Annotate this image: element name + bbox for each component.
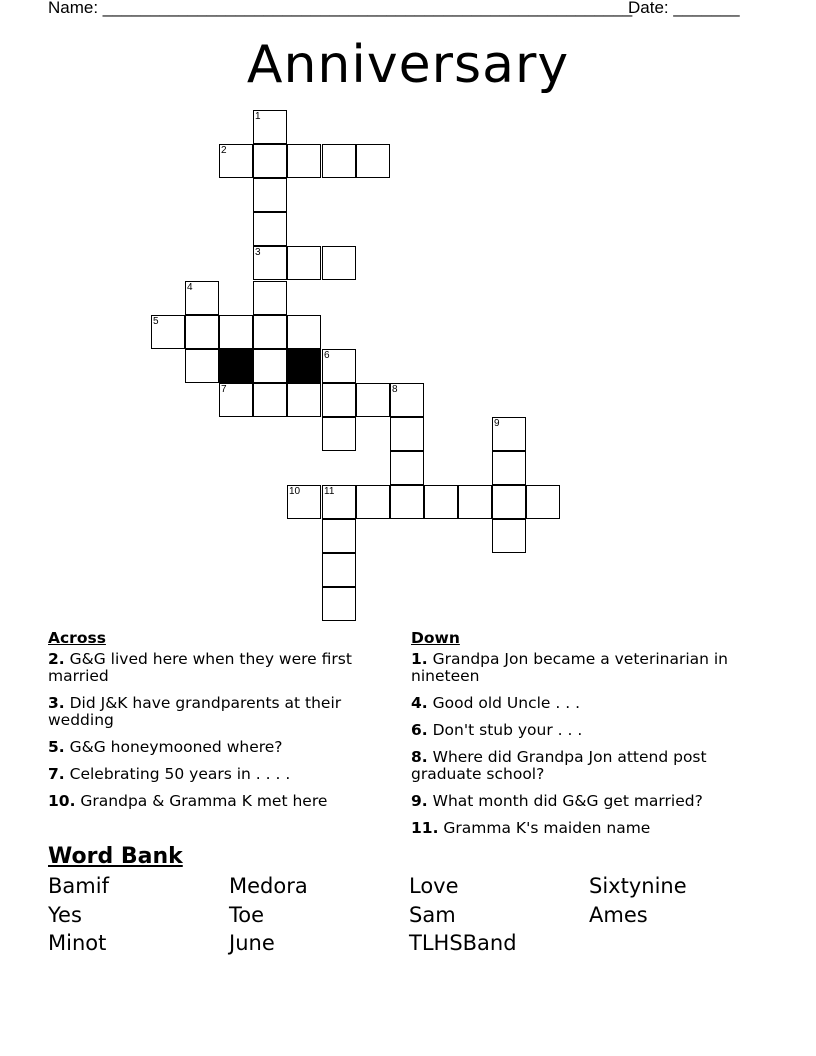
crossword-cell[interactable] [287, 315, 321, 349]
crossword-cell[interactable] [253, 144, 287, 178]
clue-text: G&G lived here when they were first married [48, 650, 352, 685]
cell-number: 10 [289, 486, 301, 497]
clue-number: 10. [48, 792, 76, 810]
clue-number: 6. [411, 721, 428, 739]
crossword-cell[interactable] [492, 451, 526, 485]
crossword-cell[interactable] [287, 246, 321, 280]
clue-number: 11. [411, 819, 439, 837]
clue-text: Did J&K have grandparents at their wedding [48, 694, 342, 729]
clue-text: Where did Grandpa Jon attend post graduate school? [411, 748, 707, 783]
clue-number: 5. [48, 738, 65, 756]
word-bank-heading: Word Bank [48, 844, 183, 869]
clue-down-4 [411, 695, 761, 712]
crossword-cell[interactable] [322, 246, 356, 280]
crossword-cell[interactable] [253, 281, 287, 315]
crossword-cell[interactable] [390, 451, 424, 485]
clue-text: Celebrating 50 years in . . . . [69, 765, 291, 783]
crossword-cell[interactable] [253, 383, 287, 417]
clue-down-1 [411, 651, 761, 685]
clue-text: What month did G&G get married? [432, 792, 703, 810]
word-bank-word: Ames [589, 903, 648, 927]
clue-text: Good old Uncle . . . [432, 694, 581, 712]
crossword-cell[interactable] [253, 349, 287, 383]
clue-text: Grandpa Jon became a veterinarian in nineteen [411, 650, 729, 685]
date-field-label: Date: _______ [628, 0, 740, 17]
crossword-black-cell [219, 349, 253, 383]
across-heading: Across [48, 629, 106, 647]
clue-across-7 [48, 766, 398, 783]
crossword-cell[interactable] [185, 349, 219, 383]
puzzle-title: Anniversary [246, 35, 570, 95]
word-bank-word: Minot [48, 931, 107, 955]
crossword-cell[interactable] [322, 485, 356, 519]
crossword-cell[interactable] [322, 417, 356, 451]
crossword-cell[interactable] [356, 383, 390, 417]
clue-text: Gramma K's maiden name [443, 819, 651, 837]
cell-number: 3 [255, 247, 261, 258]
clue-text: G&G honeymooned where? [69, 738, 283, 756]
clue-number: 2. [48, 650, 65, 668]
crossword-cell[interactable] [356, 485, 390, 519]
across-clues [48, 630, 398, 820]
cell-number: 4 [187, 282, 193, 293]
crossword-cell[interactable] [322, 553, 356, 587]
cell-number: 1 [255, 111, 261, 122]
crossword-cell[interactable] [492, 485, 526, 519]
crossword-cell[interactable] [322, 349, 356, 383]
clue-text: Grandpa & Gramma K met here [80, 792, 328, 810]
clue-across-2 [48, 651, 398, 685]
word-bank-word: Bamif [48, 874, 109, 898]
cell-number: 8 [392, 384, 398, 395]
crossword-cell[interactable] [253, 246, 287, 280]
crossword-black-cell [287, 349, 321, 383]
crossword-cell[interactable] [253, 178, 287, 212]
clue-across-10 [48, 793, 398, 810]
crossword-cell[interactable] [287, 383, 321, 417]
clue-number: 1. [411, 650, 428, 668]
cell-number: 7 [221, 384, 227, 395]
crossword-cell[interactable] [458, 485, 492, 519]
clue-number: 9. [411, 792, 428, 810]
crossword-cell[interactable] [390, 485, 424, 519]
word-bank-word: Sam [409, 903, 456, 927]
cell-number: 2 [221, 145, 227, 156]
crossword-cell[interactable] [253, 212, 287, 246]
crossword-cell[interactable] [322, 587, 356, 621]
cell-number: 5 [153, 316, 159, 327]
cell-number: 9 [494, 418, 500, 429]
crossword-cell[interactable] [492, 519, 526, 553]
crossword-cell[interactable] [424, 485, 458, 519]
crossword-cell[interactable] [322, 519, 356, 553]
crossword-cell[interactable] [390, 383, 424, 417]
word-bank-word: TLHSBand [409, 931, 517, 955]
clue-across-3 [48, 695, 398, 729]
clue-down-6 [411, 722, 761, 739]
clue-number: 8. [411, 748, 428, 766]
clue-text: Don't stub your . . . [432, 721, 583, 739]
crossword-cell[interactable] [287, 485, 321, 519]
name-field-label: Name: ________________________________________________________ [48, 0, 633, 17]
crossword-cell[interactable] [253, 110, 287, 144]
clue-number: 4. [411, 694, 428, 712]
word-bank-word: Yes [48, 903, 82, 927]
crossword-cell[interactable] [185, 315, 219, 349]
crossword-cell[interactable] [287, 144, 321, 178]
cell-number: 6 [324, 350, 330, 361]
clue-number: 7. [48, 765, 65, 783]
crossword-cell[interactable] [253, 315, 287, 349]
crossword-cell[interactable] [356, 144, 390, 178]
crossword-cell[interactable] [390, 417, 424, 451]
clue-down-9 [411, 793, 761, 810]
crossword-cell[interactable] [492, 417, 526, 451]
word-bank-word: Toe [229, 903, 265, 927]
clue-across-5 [48, 739, 398, 756]
cell-number: 11 [324, 486, 335, 497]
crossword-cell[interactable] [526, 485, 560, 519]
word-bank-word: Sixtynine [589, 874, 687, 898]
word-bank-word: Medora [229, 874, 308, 898]
word-bank-word: Love [409, 874, 459, 898]
crossword-cell[interactable] [219, 383, 253, 417]
crossword-cell[interactable] [322, 144, 356, 178]
crossword-cell[interactable] [151, 315, 185, 349]
clue-number: 3. [48, 694, 65, 712]
down-heading: Down [411, 629, 460, 647]
clue-down-11 [411, 820, 761, 837]
crossword-cell[interactable] [219, 315, 253, 349]
clue-down-8 [411, 749, 761, 783]
down-clues [411, 630, 761, 847]
crossword-cell[interactable] [322, 383, 356, 417]
crossword-cell[interactable] [185, 281, 219, 315]
crossword-cell[interactable] [219, 144, 253, 178]
word-bank-word: June [229, 931, 275, 955]
